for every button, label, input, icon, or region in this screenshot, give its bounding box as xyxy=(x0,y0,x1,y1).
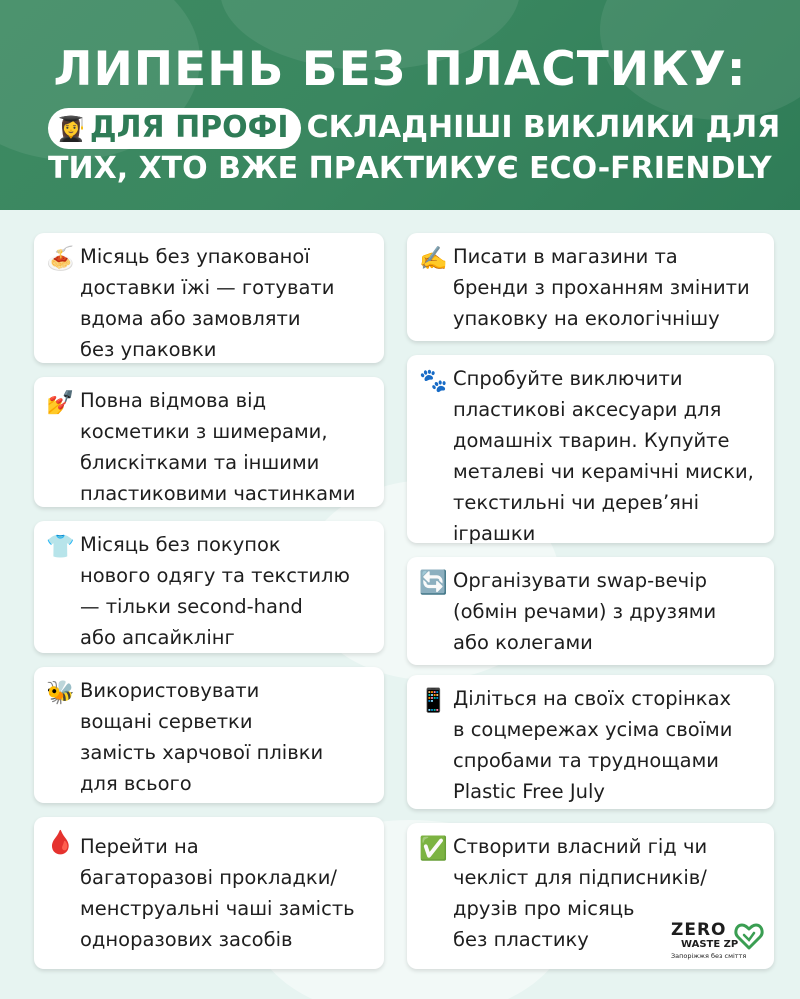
pro-badge xyxy=(48,108,301,149)
challenge-text: Писати в магазини та бренди з проханням змінити упаковку на екологічнішу xyxy=(453,245,750,330)
challenge-card xyxy=(407,675,774,809)
challenge-text: Використовувати вощані серветки замість харчової плівки для всього xyxy=(80,679,324,795)
subtitle-line-2: ТИХ, ХТО ВЖЕ ПРАКТИКУЄ ECO-FRIENDLY xyxy=(48,151,772,186)
challenge-card xyxy=(34,667,384,803)
zero-waste-logo xyxy=(671,920,771,962)
challenge-card xyxy=(407,557,774,665)
challenge-text: Діліться на своїх сторінках в соцмережах усіма своїми спробами та труднощами Plastic Free July xyxy=(453,687,733,803)
recycle-heart-icon xyxy=(733,920,765,952)
subtitle-line-1: СКЛАДНІШІ ВИКЛИКИ ДЛЯ xyxy=(306,110,781,145)
challenge-card xyxy=(407,355,774,543)
challenge-card xyxy=(34,817,384,969)
challenge-text: Повна відмова від косметики з шимерами, блискітками та іншими пластиковими частинками xyxy=(80,389,356,505)
pro-badge-label: ДЛЯ ПРОФІ xyxy=(89,110,289,145)
logo-tagline: Запоріжжя без сміття xyxy=(671,952,747,960)
challenge-card xyxy=(407,233,774,341)
header-banner xyxy=(0,0,800,210)
page-title: ЛИПЕНЬ БЕЗ ПЛАСТИКУ: xyxy=(53,42,747,97)
bee-icon: 🐝 xyxy=(46,680,75,706)
logo-zero: ZERO xyxy=(671,920,727,940)
paw-prints-icon: 🐾 xyxy=(419,368,448,394)
challenge-text: Спробуйте виключити пластикові аксесуари для домашніх тварин. Купуйте металеві чи керамічні миски, текстильні чи дерев’яні іграшки xyxy=(453,367,754,545)
shirt-icon: 👕 xyxy=(46,534,75,560)
mobile-phone-icon: 📱 xyxy=(419,688,448,714)
page-subtitle xyxy=(48,108,781,189)
challenge-text: Організувати swap-вечір (обмін речами) з друзями або колегами xyxy=(453,569,717,654)
logo-waste: WASTE ZP xyxy=(681,939,739,950)
drop-of-blood-icon: 🩸 xyxy=(46,830,75,856)
challenge-text: Створити власний гід чи чекліст для підписників/ друзів про місяць без пластику xyxy=(453,835,708,951)
student-icon: 👩‍🎓 xyxy=(56,115,86,143)
challenge-text: Місяць без покупок нового одягу та текстилю — тільки second-hand або апсайклінг xyxy=(80,533,350,649)
challenge-text: Перейти на багаторазові прокладки/ менструальні чаші замість одноразових засобів xyxy=(80,835,355,951)
spaghetti-icon: 🍝 xyxy=(46,246,75,272)
swap-arrows-icon: 🔄 xyxy=(419,570,448,596)
nail-polish-icon: 💅 xyxy=(46,390,75,416)
challenge-card xyxy=(34,233,384,363)
challenge-card xyxy=(34,377,384,507)
challenge-card xyxy=(34,521,384,653)
writing-hand-icon: ✍️ xyxy=(419,246,448,272)
challenge-text: Місяць без упакованої доставки їжі — готувати вдома або замовляти без упаковки xyxy=(80,245,335,361)
check-mark-icon: ✅ xyxy=(419,836,448,862)
